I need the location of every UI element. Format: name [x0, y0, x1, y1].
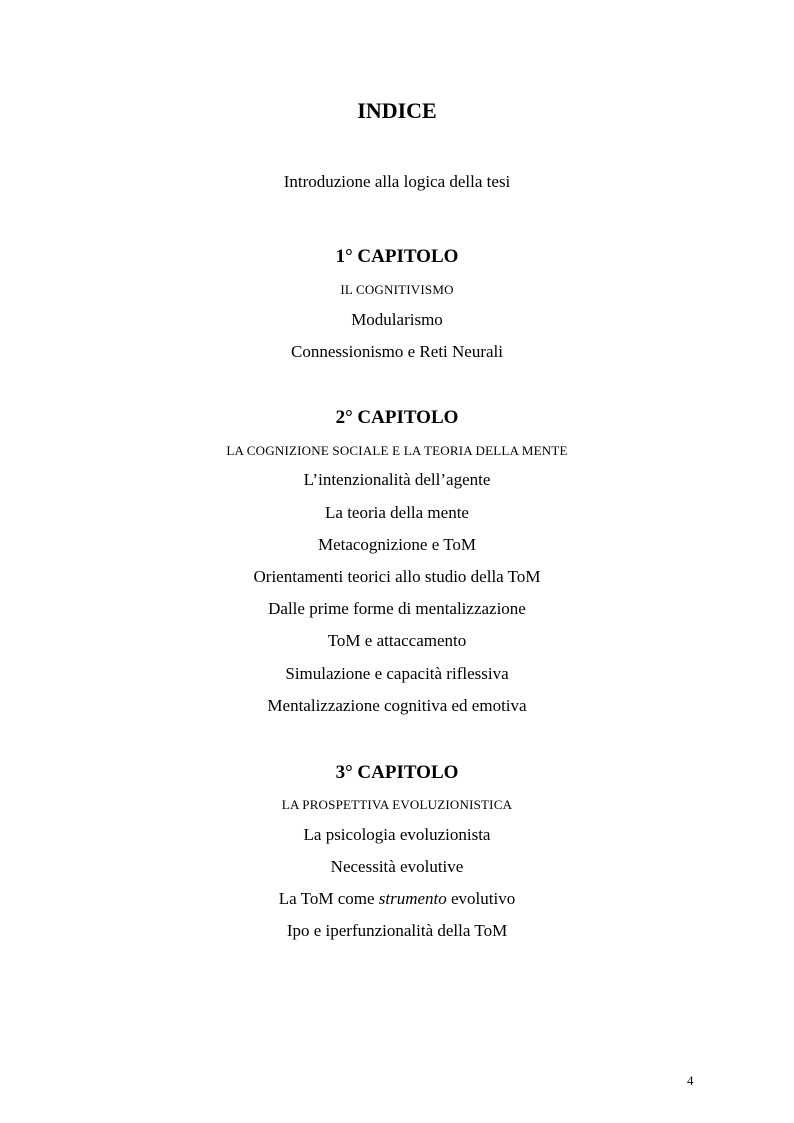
toc-entry: Dalle prime forme di mentalizzazione: [268, 599, 526, 618]
chapter-2-heading: 2° CAPITOLO: [335, 407, 459, 428]
toc-entry: ToM e attaccamento: [327, 631, 467, 650]
toc-entry: Connessionismo e Reti Neurali: [290, 342, 503, 361]
toc-entry-text: evolutivo: [446, 889, 516, 908]
chapter-3-heading: 3° CAPITOLO: [335, 762, 459, 783]
toc-entry: Ipo e iperfunzionalità della ToM: [286, 921, 508, 940]
toc-entry-introduction: Introduzione alla logica della tesi: [283, 172, 511, 191]
toc-entry: [0, 889, 794, 909]
toc-entry: Metacognizione e ToM: [317, 535, 477, 554]
toc-entry: Simulazione e capacità riflessiva: [285, 664, 509, 683]
page-title: INDICE: [357, 98, 437, 123]
page-number: 4: [687, 1073, 694, 1088]
toc-entry-italic-word: strumento: [378, 889, 447, 908]
toc-entry: Mentalizzazione cognitiva ed emotiva: [267, 696, 527, 715]
chapter-3-subtitle: LA PROSPETTIVA EVOLUZIONISTICA: [281, 797, 513, 812]
toc-entry: Modularismo: [351, 310, 443, 329]
toc-entry: La teoria della mente: [325, 503, 469, 522]
toc-entry: La psicologia evoluzionista: [303, 825, 491, 844]
chapter-1-subtitle: IL COGNITIVISMO: [340, 282, 454, 297]
chapter-2-subtitle: LA COGNIZIONE SOCIALE E LA TEORIA DELLA MENTE: [226, 443, 568, 458]
toc-entry: Orientamenti teorici allo studio della ToM: [253, 567, 541, 586]
toc-entry: Necessità evolutive: [330, 857, 464, 876]
chapter-1-heading: 1° CAPITOLO: [335, 246, 459, 267]
toc-entry: L’intenzionalità dell’agente: [303, 470, 491, 489]
toc-entry-text: La ToM come: [278, 889, 379, 908]
